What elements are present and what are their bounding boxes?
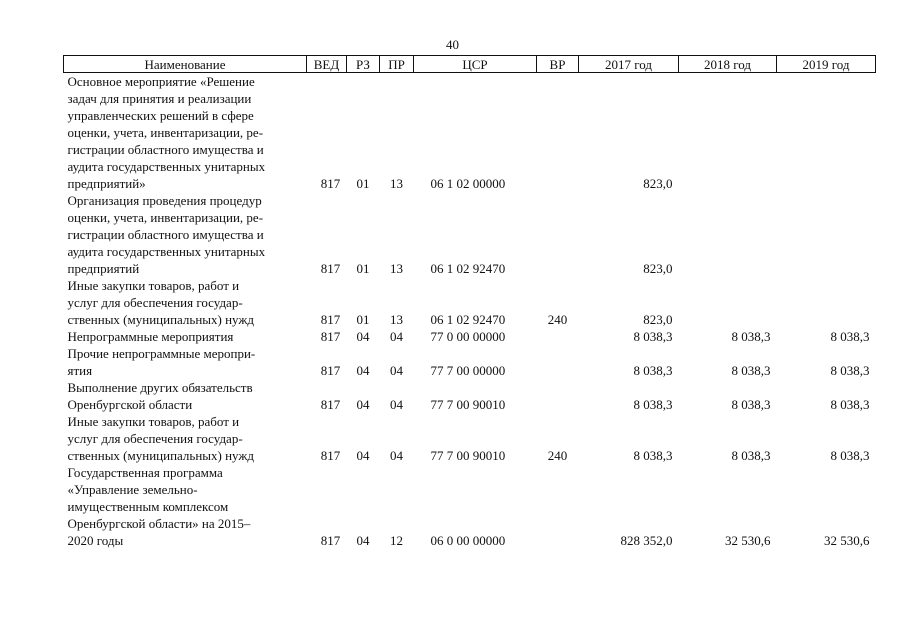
row-name-line: аудита государственных унитарных — [67, 244, 266, 259]
row-name-line: Иные закупки товаров, работ и — [67, 414, 240, 429]
budget-table — [63, 55, 876, 549]
row-name-cell — [64, 345, 307, 379]
row-name-cell — [64, 192, 307, 277]
row-name-line: Выполнение других обязательств — [67, 380, 253, 395]
row-name-line: оценки, учета, инвентаризации, ре- — [67, 125, 264, 140]
rz-cell: 04 — [356, 363, 370, 378]
vr-cell: 240 — [547, 448, 568, 463]
vr-cell — [537, 379, 579, 413]
table-row — [64, 464, 876, 549]
amount-2019-cell: 8 038,3 — [830, 448, 870, 463]
row-name-line: ятия — [67, 363, 93, 378]
row-name-line: Прочие непрограммные меропри- — [67, 346, 256, 361]
row-name-line: ственных (муниципальных) нужд — [67, 448, 254, 463]
row-name-line: услуг для обеспечения государ- — [67, 295, 243, 310]
table-row — [64, 413, 876, 464]
ved-cell: 817 — [320, 363, 341, 378]
csr-cell: 77 7 00 90010 — [430, 448, 506, 463]
amount-2017-cell: 8 038,3 — [633, 363, 673, 378]
row-name-cell — [64, 328, 307, 345]
vr-cell — [537, 328, 579, 345]
ved-cell: 817 — [320, 312, 341, 327]
page-number: 40 — [446, 37, 459, 52]
vr-cell — [537, 464, 579, 549]
amount-2019-cell: 8 038,3 — [830, 397, 870, 412]
row-name-line: услуг для обеспечения государ- — [67, 431, 243, 446]
amount-2017-cell: 823,0 — [643, 261, 673, 276]
header-rz: РЗ — [347, 56, 380, 73]
ved-cell: 817 — [320, 397, 341, 412]
rz-cell: 01 — [356, 312, 370, 327]
row-name-line: имущественным комплексом — [67, 499, 229, 514]
csr-cell: 06 1 02 00000 — [430, 176, 506, 191]
header-2017: 2017 год — [579, 56, 679, 73]
row-name-line: Непрограммные мероприятия — [67, 329, 234, 344]
table-header — [64, 56, 876, 73]
amount-2017-cell: 823,0 — [643, 312, 673, 327]
row-name-line: «Управление земельно- — [67, 482, 198, 497]
row-name-line: Оренбургской области — [67, 397, 193, 412]
pr-cell: 13 — [390, 176, 403, 191]
row-name-line: 2020 годы — [67, 533, 124, 548]
vr-cell — [537, 192, 579, 277]
amount-2018-cell: 8 038,3 — [731, 448, 771, 463]
header-ved: ВЕД — [307, 56, 347, 73]
header-vr: ВР — [537, 56, 579, 73]
row-name-line: предприятий — [67, 261, 140, 276]
header-2019: 2019 год — [777, 56, 876, 73]
amount-2019-cell: 8 038,3 — [830, 329, 870, 344]
table-body — [64, 73, 876, 550]
row-name-line: аудита государственных унитарных — [67, 159, 266, 174]
amount-2018-cell: 8 038,3 — [731, 363, 771, 378]
vr-cell — [537, 73, 579, 193]
csr-cell: 77 7 00 00000 — [430, 363, 506, 378]
pr-cell: 13 — [390, 261, 403, 276]
ved-cell: 817 — [320, 329, 341, 344]
ved-cell: 817 — [320, 176, 341, 191]
pr-cell: 13 — [390, 312, 403, 327]
rz-cell: 04 — [356, 329, 370, 344]
amount-2019-cell — [777, 192, 876, 277]
row-name-line: оценки, учета, инвентаризации, ре- — [67, 210, 264, 225]
table-row — [64, 345, 876, 379]
amount-2017-cell: 8 038,3 — [633, 397, 673, 412]
csr-cell: 77 7 00 90010 — [430, 397, 506, 412]
header-csr: ЦСР — [414, 56, 537, 73]
rz-cell: 01 — [356, 261, 370, 276]
amount-2018-cell — [679, 192, 777, 277]
amount-2019-cell — [777, 277, 876, 328]
table-row — [64, 328, 876, 345]
row-name-cell — [64, 379, 307, 413]
amount-2018-cell — [679, 73, 777, 193]
row-name-cell — [64, 413, 307, 464]
ved-cell: 817 — [320, 448, 341, 463]
rz-cell: 01 — [356, 176, 370, 191]
row-name-line: предприятий» — [67, 176, 146, 191]
row-name-cell — [64, 277, 307, 328]
row-name-cell — [64, 73, 307, 193]
amount-2019-cell: 8 038,3 — [830, 363, 870, 378]
amount-2017-cell: 828 352,0 — [620, 533, 673, 548]
csr-cell: 06 1 02 92470 — [430, 261, 506, 276]
csr-cell: 06 1 02 92470 — [430, 312, 506, 327]
row-name-line: управленческих решений в сфере — [67, 108, 254, 123]
pr-cell: 04 — [390, 448, 403, 463]
csr-cell: 77 0 00 00000 — [430, 329, 506, 344]
amount-2017-cell: 823,0 — [643, 176, 673, 191]
ved-cell: 817 — [320, 261, 341, 276]
pr-cell: 04 — [390, 363, 403, 378]
rz-cell: 04 — [356, 397, 370, 412]
pr-cell: 12 — [390, 533, 403, 548]
amount-2018-cell: 8 038,3 — [731, 397, 771, 412]
row-name-line: гистрации областного имущества и — [67, 142, 264, 157]
table-row — [64, 277, 876, 328]
row-name-line: задач для принятия и реализации — [67, 91, 252, 106]
rz-cell: 04 — [356, 533, 370, 548]
amount-2018-cell: 32 530,6 — [725, 533, 771, 548]
row-name-line: Оренбургской области» на 2015– — [67, 516, 251, 531]
amount-2018-cell — [679, 277, 777, 328]
amount-2017-cell: 8 038,3 — [633, 329, 673, 344]
row-name-line: гистрации областного имущества и — [67, 227, 264, 242]
header-pr: ПР — [380, 56, 414, 73]
row-name-line: Основное мероприятие «Решение — [67, 74, 255, 89]
pr-cell: 04 — [390, 329, 403, 344]
amount-2018-cell: 8 038,3 — [731, 329, 771, 344]
ved-cell: 817 — [320, 533, 341, 548]
vr-cell — [537, 345, 579, 379]
amount-2017-cell: 8 038,3 — [633, 448, 673, 463]
row-name-line: Иные закупки товаров, работ и — [67, 278, 240, 293]
row-name-line: ственных (муниципальных) нужд — [67, 312, 254, 327]
row-name-line: Организация проведения процедур — [67, 193, 262, 208]
amount-2019-cell: 32 530,6 — [824, 533, 870, 548]
table-row — [64, 379, 876, 413]
pr-cell: 04 — [390, 397, 403, 412]
row-name-line: Государственная программа — [67, 465, 223, 480]
amount-2019-cell — [777, 73, 876, 193]
csr-cell: 06 0 00 00000 — [430, 533, 506, 548]
rz-cell: 04 — [356, 448, 370, 463]
table-row — [64, 73, 876, 193]
header-2018: 2018 год — [679, 56, 777, 73]
header-name: Наименование — [64, 56, 307, 73]
table-row — [64, 192, 876, 277]
vr-cell: 240 — [547, 312, 568, 327]
row-name-cell — [64, 464, 307, 549]
